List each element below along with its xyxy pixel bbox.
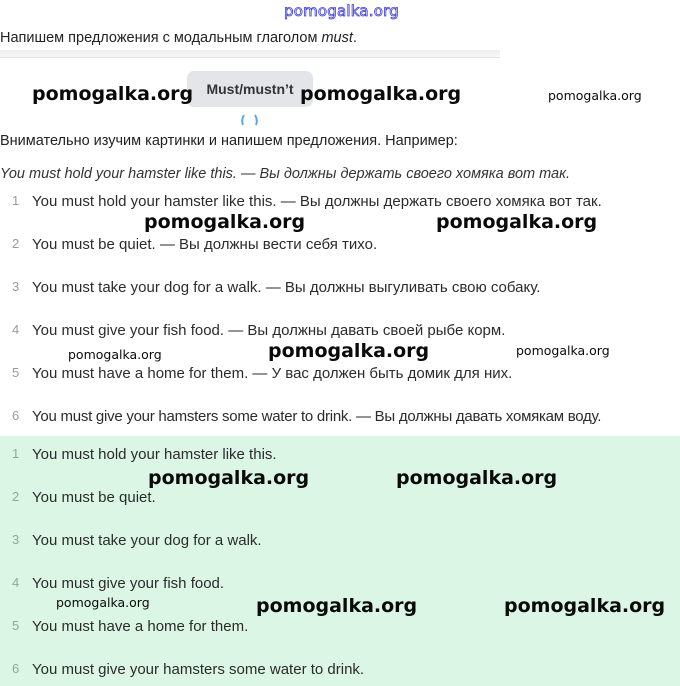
item-number: 3 (12, 532, 20, 547)
watermark: pomogalka.org (148, 467, 310, 489)
watermark: pomogalka.org (504, 595, 666, 617)
example-sentence: You must hold your hamster like this. — Вы должны держать своего хомяка вот так. (0, 166, 570, 182)
item-number: 2 (12, 489, 20, 504)
item-text: You must give your fish food. — Вы должны давать своей рыбе корм. (32, 322, 506, 339)
list-item (0, 269, 680, 312)
watermark: pomogalka.org (516, 343, 610, 358)
list-item (0, 651, 680, 686)
item-text: You must give your fish food. (32, 575, 225, 592)
watermark: pomogalka.org (144, 211, 306, 233)
site-logo[interactable]: pomogalka.org (284, 2, 399, 20)
intro-verb: must (321, 30, 353, 46)
watermark: pomogalka.org (32, 83, 194, 105)
item-text: You must have a home for them. (32, 618, 249, 635)
item-number: 4 (12, 322, 20, 337)
item-number: 2 (12, 236, 20, 251)
item-number: 1 (12, 193, 20, 208)
item-number: 6 (12, 661, 20, 676)
item-number: 5 (12, 365, 20, 380)
watermark: pomogalka.org (396, 467, 558, 489)
item-number: 1 (12, 446, 20, 461)
item-text: You must hold your hamster like this. (32, 446, 277, 463)
item-text: You must take your dog for a walk. — Вы должны выгуливать свою собаку. (32, 279, 541, 296)
item-number: 6 (12, 408, 20, 423)
item-text: You must be quiet. (32, 489, 156, 506)
divider (0, 50, 500, 58)
must-mustnt-button[interactable]: Must/mustn’t (187, 71, 313, 107)
item-number: 4 (12, 575, 20, 590)
answer-list (0, 436, 680, 686)
watermark: pomogalka.org (256, 595, 418, 617)
intro-text: Напишем предложения с модальным глаголом must. (0, 30, 357, 46)
list-item (0, 436, 680, 479)
list-item (0, 522, 680, 565)
list-item (0, 479, 680, 522)
item-text: You must give your hamsters some water to drink. (32, 661, 365, 678)
list-item (0, 398, 680, 441)
watermark: pomogalka.org (268, 340, 430, 362)
item-text: You must take your dog for a walk. (32, 532, 262, 549)
item-text: You must hold your hamster like this. — Вы должны держать своего хомяка вот так. (32, 193, 602, 210)
wave-icon (239, 114, 261, 126)
item-text: You must be quiet. — Вы должны вести себя тихо. (32, 236, 378, 253)
watermark: pomogalka.org (548, 88, 642, 103)
watermark: pomogalka.org (300, 83, 462, 105)
watermark: pomogalka.org (56, 595, 150, 610)
watermark: pomogalka.org (68, 347, 162, 362)
item-text: You must have a home for them. — У вас должен быть домик для них. (32, 365, 513, 382)
item-number: 5 (12, 618, 20, 633)
instruction-text: Внимательно изучим картинки и напишем предложения. Например: (0, 133, 458, 149)
watermark: pomogalka.org (436, 211, 598, 233)
item-text: You must give your hamsters some water to drink. — Вы должны давать хомякам воду. (32, 408, 602, 425)
item-number: 3 (12, 279, 20, 294)
